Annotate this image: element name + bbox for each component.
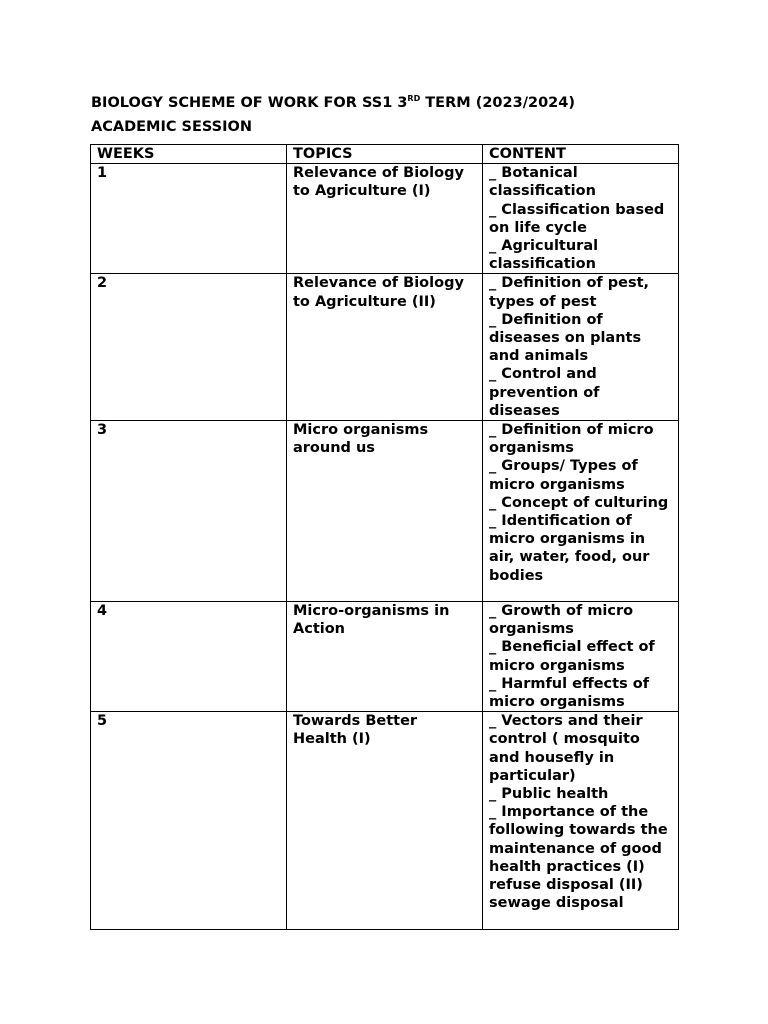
content-item: _ Importance of the following towards the maintenance of good health practices (I) refuse disposal (II) sewage disposal xyxy=(489,804,668,912)
week-cell: 4 xyxy=(91,602,287,712)
content-item: _ Botanical classification xyxy=(489,165,596,200)
header-topics: TOPICS xyxy=(287,145,483,164)
content-item: _ Definition of diseases on plants and animals xyxy=(489,311,642,365)
title-superscript: RD xyxy=(407,94,421,103)
content-cell xyxy=(483,712,679,930)
table-row xyxy=(91,164,679,274)
content-item: _ Growth of micro organisms xyxy=(489,603,634,638)
week-cell: 2 xyxy=(91,274,287,421)
title-text-rest: TERM (2023/2024) xyxy=(420,95,575,111)
content-cell xyxy=(483,602,679,712)
topic-cell: Towards Better Health (I) xyxy=(287,712,483,930)
content-item: _ Definition of pest, types of pest xyxy=(489,275,650,310)
content-item: _ Definition of micro organisms xyxy=(489,422,654,457)
content-item: _ Concept of culturing xyxy=(489,494,669,511)
week-cell: 5 xyxy=(91,712,287,930)
content-item: _ Agricultural classification xyxy=(489,238,599,273)
table-header-row xyxy=(91,145,679,164)
content-item: _ Identification of micro organisms in air, water, food, our bodies xyxy=(489,513,650,584)
content-cell xyxy=(483,274,679,421)
scheme-table xyxy=(90,144,679,930)
content-item: _ Classification based on life cycle xyxy=(489,201,665,236)
content-cell xyxy=(483,421,679,602)
table-row xyxy=(91,712,679,930)
topic-cell: Relevance of Biology to Agriculture (I) xyxy=(287,164,483,274)
content-item: _ Vectors and their control ( mosquito and housefly in particular) xyxy=(489,713,643,784)
topic-cell: Relevance of Biology to Agriculture (II) xyxy=(287,274,483,421)
title-line-2: ACADEMIC SESSION xyxy=(91,119,252,135)
table-row xyxy=(91,602,679,712)
content-item: _ Harmful effects of micro organisms xyxy=(489,675,650,711)
table-row xyxy=(91,421,679,602)
header-weeks: WEEKS xyxy=(91,145,287,164)
content-cell xyxy=(483,164,679,274)
content-item: _ Groups/ Types of micro organisms xyxy=(489,458,638,493)
content-item: _ Public health xyxy=(489,786,609,803)
topic-cell: Micro organisms around us xyxy=(287,421,483,602)
title-line-1 xyxy=(91,92,691,116)
title-text: BIOLOGY SCHEME OF WORK FOR SS1 3 xyxy=(91,95,408,111)
topic-cell: Micro-organisms in Action xyxy=(287,602,483,712)
content-item: _ Control and prevention of diseases xyxy=(489,366,600,419)
content-item: _ Beneficial effect of micro organisms xyxy=(489,639,655,674)
table-row xyxy=(91,274,679,421)
header-content: CONTENT xyxy=(483,145,679,164)
week-cell: 1 xyxy=(91,164,287,274)
week-cell: 3 xyxy=(91,421,287,602)
page-title xyxy=(91,92,691,138)
